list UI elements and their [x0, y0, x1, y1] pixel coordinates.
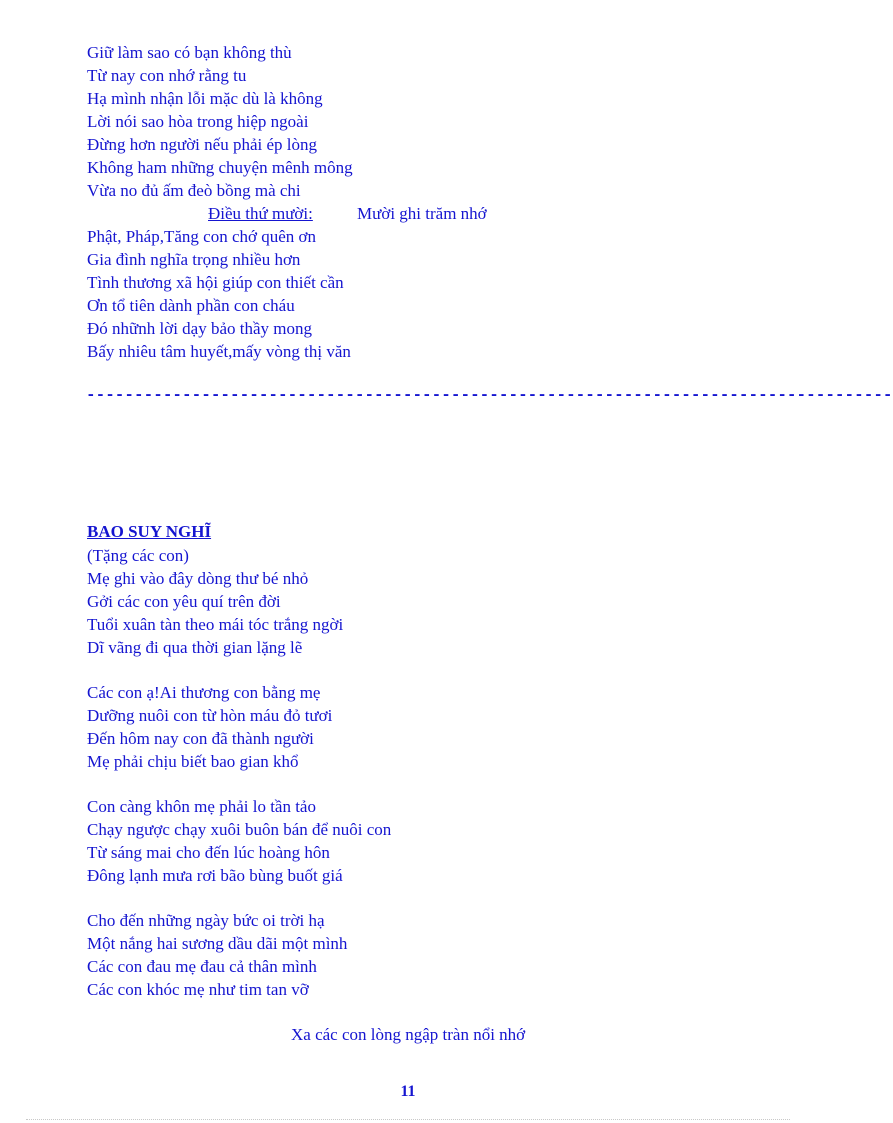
page-bottom-rule — [26, 1119, 790, 1120]
verse-line: Không ham những chuyện mênh mông — [87, 158, 353, 177]
verse-line: Đó nhữnh lời dạy bảo thầy mong — [87, 319, 313, 338]
closing-line: Xa các con lòng ngập tràn nổi nhớ — [291, 1025, 526, 1044]
verse-line: Bấy nhiêu tâm huyết,mấy vòng thị văn — [87, 342, 351, 361]
verse-line: Giữ làm sao có bạn không thù — [87, 43, 292, 62]
verse-line: Vừa no đủ ấm đeò bồng mà chi — [87, 181, 301, 200]
verse-line: Con càng khôn mẹ phải lo tần tảo — [87, 797, 316, 816]
verse-line: Đến hôm nay con đã thành người — [87, 729, 314, 748]
verse-line: Ơn tổ tiên dành phần con cháu — [87, 296, 295, 315]
poem-dedication: (Tặng các con) — [87, 546, 189, 565]
verse-line: Đông lạnh mưa rơi bão bùng buốt giá — [87, 866, 343, 885]
verse-line: Tình thương xã hội giúp con thiết cần — [87, 273, 344, 292]
verse-line: Dưỡng nuôi con từ hòn máu đỏ tươi — [87, 706, 333, 725]
rule-label: Điều thứ mười: — [208, 204, 313, 223]
verse-line: Hạ mình nhận lỗi mặc dù là không — [87, 89, 323, 108]
verse-line: Cho đến những ngày bức oi trời hạ — [87, 911, 325, 930]
section-divider: ------------------------------------------------------------------------------------ — [86, 386, 893, 404]
verse-line: Gia đình nghĩa trọng nhiều hơn — [87, 250, 301, 269]
rule-text: Mười ghi trăm nhớ — [357, 204, 487, 223]
verse-line: Mẹ ghi vào đây dòng thư bé nhỏ — [87, 569, 309, 588]
verse-line: Tuổi xuân tàn theo mái tóc trắng ngời — [87, 615, 344, 634]
poem-title: BAO SUY NGHĨ — [87, 522, 212, 541]
verse-line: Các con khóc mẹ như tim tan vỡ — [87, 980, 309, 999]
verse-line: Từ nay con nhớ rằng tu — [87, 66, 247, 85]
verse-line: Các con ạ!Ai thương con bằng mẹ — [87, 683, 321, 702]
verse-line: Phật, Pháp,Tăng con chớ quên ơn — [87, 227, 317, 246]
verse-line: Các con đau mẹ đau cả thân mình — [87, 957, 317, 976]
verse-line: Gởi các con yêu quí trên đời — [87, 592, 281, 611]
verse-line: Dĩ vãng đi qua thời gian lặng lẽ — [87, 638, 303, 657]
page-number: 11 — [400, 1083, 416, 1100]
verse-line: Một nắng hai sương dầu dãi một mình — [87, 934, 348, 953]
verse-line: Từ sáng mai cho đến lúc hoàng hôn — [87, 843, 330, 862]
verse-line: Đừng hơn người nếu phải ép lòng — [87, 135, 317, 154]
verse-line: Mẹ phải chịu biết bao gian khổ — [87, 752, 299, 771]
verse-line: Chạy ngược chạy xuôi buôn bán để nuôi con — [87, 820, 392, 839]
verse-line: Lời nói sao hòa trong hiệp ngoài — [87, 112, 309, 131]
